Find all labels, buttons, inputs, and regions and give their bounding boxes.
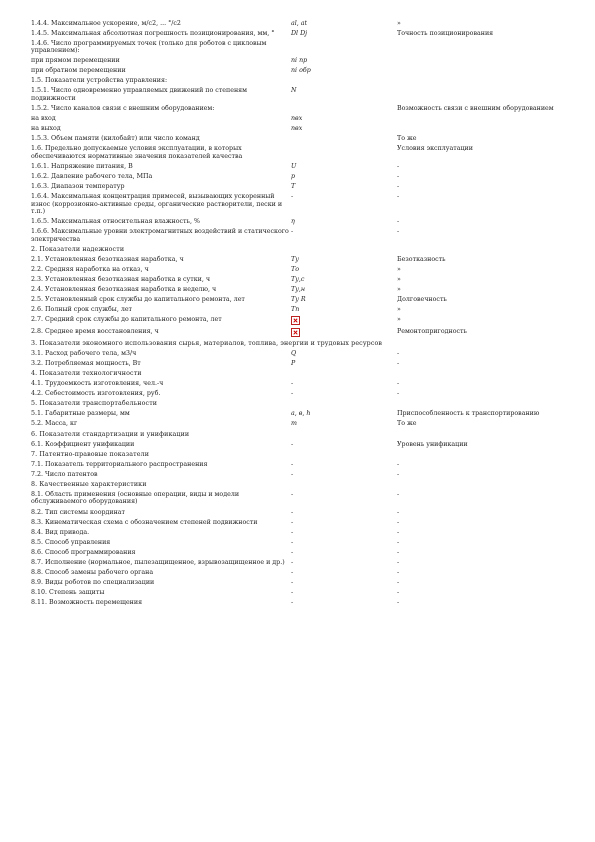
property-group: - <box>397 218 400 226</box>
indicator-name: 7.2. Число патентов <box>31 470 98 478</box>
indicator-symbol: nвх <box>291 125 303 133</box>
indicator-name: 2.7. Средний срок службы до капитального ремонта, лет <box>31 316 222 324</box>
property-group <box>395 86 571 104</box>
indicator-symbol: - <box>291 470 294 478</box>
indicator-name: 8.11. Возможность перемещения <box>31 599 143 607</box>
indicator-symbol: - <box>291 380 294 388</box>
table-row <box>31 558 571 568</box>
indicator-name: 2.4. Установленная безотказная наработка в неделю, ч <box>31 286 217 293</box>
indicator-name: 8.5. Способ управления <box>31 538 111 546</box>
property-group <box>395 56 571 66</box>
indicator-name: 2.3. Установленная безотказная наработка в сутки, ч <box>31 275 211 283</box>
property-group: - <box>397 548 400 556</box>
indicator-symbol <box>289 399 395 409</box>
table-row <box>31 439 571 449</box>
table-row <box>31 326 571 338</box>
indicator-name: 8. Качественные характеристики <box>31 480 147 488</box>
indicator-symbol: - <box>291 460 294 468</box>
property-group: - <box>397 460 400 468</box>
property-group: Условия эксплуатации <box>397 145 473 153</box>
property-group: Приспособленность к транспортированию <box>397 410 540 418</box>
indicator-symbol: - <box>291 579 294 587</box>
table-row <box>31 409 571 419</box>
property-group: Точность позиционирования <box>397 29 494 37</box>
indicator-symbol: - <box>291 228 294 236</box>
table-row <box>31 103 571 113</box>
property-group: То же <box>397 135 417 143</box>
property-group: » <box>397 19 401 27</box>
indicator-name: 1.6.6. Максимальные уровни электромагнитных воздействий и статического электричества <box>31 228 289 243</box>
table-row <box>31 285 571 295</box>
indicator-symbol <box>289 368 395 378</box>
indicator-name: 5.1. Габаритные размеры, мм <box>31 410 130 418</box>
indicator-symbol: ni обр <box>291 67 311 75</box>
table-row <box>31 274 571 284</box>
indicator-symbol: - <box>291 589 294 597</box>
indicator-name: 8.10. Степень защиты <box>31 589 105 597</box>
indicator-symbol: То <box>291 265 299 273</box>
section-row <box>31 244 571 254</box>
indicator-symbol <box>289 244 395 254</box>
indicator-name: 1.6. Предельно допускаемые условия эксплуатации, в которых обеспечиваются нормативные значения показателей качества <box>31 145 243 160</box>
broken-image-icon <box>291 316 300 325</box>
table-row <box>31 547 571 557</box>
indicator-symbol: Ту R <box>291 296 306 304</box>
property-group <box>395 244 571 254</box>
indicator-name: 2.1. Установленная безотказная наработка, ч <box>31 255 184 263</box>
indicator-name: 7.1. Показатель территориального распространения <box>31 460 208 468</box>
indicator-symbol: - <box>291 548 294 556</box>
indicator-name: 1.5. Показатели устройства управления: <box>31 77 168 85</box>
property-group: - <box>397 162 400 170</box>
indicator-name: при прямом перемещении <box>31 57 120 65</box>
indicator-name: 4. Показатели технологичности <box>31 369 142 377</box>
table-row <box>31 76 571 86</box>
indicator-symbol <box>289 429 395 439</box>
indicator-name: 1.6.4. Максимальная концентрация примесей, вызывающих ускоренный износ (коррозионно-активные среды, органические растворители, пески и т.п.) <box>31 193 283 215</box>
indicator-symbol: - <box>291 538 294 546</box>
table-row <box>31 389 571 399</box>
indicator-symbol: Ту,с <box>291 275 305 283</box>
property-group: - <box>397 569 400 577</box>
indicator-name: 2. Показатели надежности <box>31 245 125 253</box>
property-group <box>395 479 571 489</box>
property-group: - <box>397 559 400 567</box>
indicator-symbol: - <box>291 599 294 607</box>
property-group: - <box>397 390 400 398</box>
table-row <box>31 419 571 429</box>
indicator-symbol <box>289 479 395 489</box>
section-row <box>31 429 571 439</box>
table-row <box>31 537 571 547</box>
indicator-name: 1.5.3. Объем памяти (килобайт) или число команд <box>31 135 200 143</box>
table-row <box>31 348 571 358</box>
indicator-symbol: - <box>291 559 294 567</box>
property-group: » <box>397 286 401 293</box>
indicator-symbol: Р <box>291 359 296 367</box>
indicator-name: 8.7. Исполнение (нормальное, пылезащищенное, взрывозащищенное и др.) <box>31 559 285 567</box>
indicator-name: 4.1. Трудоемкость изготовления, чел.-ч <box>31 380 164 388</box>
property-group: То же <box>397 420 417 428</box>
indicator-name: 2.6. Полный срок службы, лет <box>31 306 133 314</box>
indicator-name: 7. Патентно-правовые показатели <box>31 450 150 458</box>
section-row <box>31 479 571 489</box>
property-group <box>395 114 571 124</box>
indicator-symbol <box>289 326 395 338</box>
property-group: Безотказность <box>397 255 446 263</box>
table-row <box>31 588 571 598</box>
indicator-name: 1.4.5. Максимальная абсолютная погрешность позиционирования, мм, ° <box>31 29 275 37</box>
indicator-symbol: - <box>291 440 294 448</box>
table-row <box>31 295 571 305</box>
indicator-symbol <box>289 315 395 327</box>
table-row <box>31 124 571 134</box>
property-group: - <box>397 349 400 357</box>
indicator-name: 2.5. Установленный срок службы до капитального ремонта, лет <box>31 296 245 304</box>
indicator-symbol: р <box>291 172 296 180</box>
table-row <box>31 598 571 608</box>
indicator-symbol: - <box>291 528 294 536</box>
indicator-symbol: а, в, h <box>291 410 311 418</box>
table-row <box>31 192 571 217</box>
indicator-name: 1.4.4. Максимальное ускорение, м/с2, ... °/с2 <box>31 19 181 27</box>
table-row <box>31 264 571 274</box>
table-row <box>31 358 571 368</box>
property-group <box>395 76 571 86</box>
property-group: » <box>397 306 401 314</box>
table-row <box>31 28 571 38</box>
indicator-symbol: - <box>291 569 294 577</box>
indicator-name: 6. Показатели стандартизации и унификации <box>31 430 190 438</box>
indicator-name: на вход <box>31 115 56 123</box>
indicator-symbol: η <box>291 218 295 226</box>
table-row <box>31 161 571 171</box>
indicator-symbol: U <box>291 162 297 170</box>
indicator-symbol: - <box>291 390 294 398</box>
indicator-symbol: N <box>291 87 297 95</box>
section-row <box>31 449 571 459</box>
table-row <box>31 379 571 389</box>
table-row <box>31 182 571 192</box>
section-row <box>31 368 571 378</box>
property-group <box>395 429 571 439</box>
property-group: Уровень унификации <box>397 440 468 448</box>
indicator-name: 8.2. Тип системы координат <box>31 508 126 516</box>
indicator-symbol: m <box>291 420 297 428</box>
section-row <box>31 399 571 409</box>
indicator-name: 1.6.3. Диапазон температур <box>31 183 125 191</box>
indicator-name: 8.6. Способ программирования <box>31 548 136 556</box>
property-group <box>395 399 571 409</box>
indicator-symbol: Тп <box>291 306 300 314</box>
table-row <box>31 171 571 181</box>
indicator-name: 3. Показатели экономного использования сырья, материалов, топлива, энергии и трудовых ресурсов <box>31 339 383 347</box>
table-row <box>31 578 571 588</box>
table-row <box>31 315 571 327</box>
property-group: - <box>397 518 400 526</box>
property-group: - <box>397 538 400 546</box>
table-row <box>31 134 571 144</box>
indicator-symbol: nвх <box>291 115 303 123</box>
indicator-name: 1.6.5. Максимальная относительная влажность, % <box>31 218 200 226</box>
table-row <box>31 254 571 264</box>
property-group: - <box>397 183 400 191</box>
property-group: » <box>397 316 401 324</box>
table-row <box>31 114 571 124</box>
property-group: - <box>397 579 400 587</box>
indicator-name: 8.4. Вид привода. <box>31 528 90 536</box>
table-row <box>31 56 571 66</box>
table-row <box>31 66 571 76</box>
table-row <box>31 227 571 245</box>
quality-indicators-table <box>31 18 571 608</box>
property-group: - <box>397 172 400 180</box>
indicator-name: 8.3. Кинематическая схема с обозначением степеней подвижности <box>31 518 258 526</box>
indicator-name: 2.2. Средняя наработка на отказ, ч <box>31 265 149 273</box>
indicator-name: 3.1. Расход рабочего тела, м3/ч <box>31 349 137 357</box>
indicator-symbol: ni пр <box>291 57 308 65</box>
indicator-symbol: аl, аt <box>291 19 308 27</box>
indicator-name: 8.8. Способ замены рабочего органа <box>31 569 154 577</box>
property-group <box>395 368 571 378</box>
table-row <box>31 527 571 537</box>
indicator-name: 6.1. Коэффициент унификации <box>31 440 135 448</box>
property-group: - <box>397 228 400 236</box>
property-group: » <box>397 265 401 273</box>
property-group: - <box>397 589 400 597</box>
property-group <box>395 449 571 459</box>
indicator-symbol: Т <box>291 183 296 191</box>
indicator-symbol: Ту <box>291 255 299 263</box>
indicator-name: 2.8. Среднее время восстановления, ч <box>31 327 159 335</box>
section-row <box>31 338 571 348</box>
table-row <box>31 305 571 315</box>
property-group: - <box>397 599 400 607</box>
property-group: Ремонтопригодность <box>397 327 467 335</box>
indicator-name: 5.2. Масса, кг <box>31 420 78 428</box>
indicator-symbol: - <box>291 518 294 526</box>
indicator-symbol <box>289 449 395 459</box>
indicator-symbol: - <box>291 491 294 499</box>
property-group: - <box>397 491 400 499</box>
indicator-name: 8.1. Область применения (основные операции, виды и модели обслуживаемого оборудования) <box>31 491 240 506</box>
indicator-name: при обратном перемещении <box>31 67 126 75</box>
property-group <box>395 38 571 56</box>
table-body <box>31 18 571 608</box>
table-row <box>31 517 571 527</box>
property-group: - <box>397 528 400 536</box>
indicator-name: на выход <box>31 125 61 133</box>
indicator-name: 5. Показатели транспортабельности <box>31 400 158 408</box>
broken-image-icon <box>291 328 300 337</box>
indicator-symbol <box>289 134 395 144</box>
indicator-name: 1.6.2. Давление рабочего тела, МПа <box>31 172 153 180</box>
property-group: » <box>397 275 401 283</box>
table-row <box>31 507 571 517</box>
indicator-symbol: Dl Dj <box>291 29 308 37</box>
property-group: - <box>397 508 400 516</box>
property-group: Долговечность <box>397 296 447 304</box>
table-row <box>31 144 571 162</box>
indicator-symbol <box>289 144 395 162</box>
table-row <box>31 568 571 578</box>
indicator-name: 1.6.1. Напряжение питания, В <box>31 162 133 170</box>
property-group <box>395 124 571 134</box>
indicator-symbol: - <box>291 508 294 516</box>
indicator-symbol <box>289 76 395 86</box>
table-row <box>31 86 571 104</box>
property-group: Возможность связи с внешним оборудованием <box>397 104 554 112</box>
indicator-symbol <box>289 38 395 56</box>
table-row <box>31 217 571 227</box>
property-group: - <box>397 470 400 478</box>
table-row <box>31 38 571 56</box>
table-row <box>31 18 571 28</box>
table-row <box>31 469 571 479</box>
indicator-symbol <box>289 103 395 113</box>
table-row <box>31 459 571 469</box>
indicator-name: 8.9. Виды роботов по специализации <box>31 579 155 587</box>
property-group <box>395 66 571 76</box>
indicator-name: 1.5.1. Число одновременно управляемых движений по степеням подвижности <box>31 87 248 102</box>
indicator-name: 3.2. Потребляемая мощность, Вт <box>31 359 141 367</box>
table-row <box>31 490 571 508</box>
indicator-name: 1.4.6. Число программируемых точек (только для роботов с цикловым управлением): <box>31 39 267 55</box>
indicator-symbol: Ту,н <box>291 286 306 293</box>
indicator-name: 1.5.2. Число каналов связи с внешним оборудованием: <box>31 104 215 112</box>
property-group: - <box>397 359 400 367</box>
indicator-symbol: Q <box>291 349 297 357</box>
indicator-name: 4.2. Себестоимость изготовления, руб. <box>31 390 161 398</box>
property-group: - <box>397 380 400 388</box>
indicator-symbol: - <box>291 193 294 201</box>
property-group: - <box>397 193 400 201</box>
